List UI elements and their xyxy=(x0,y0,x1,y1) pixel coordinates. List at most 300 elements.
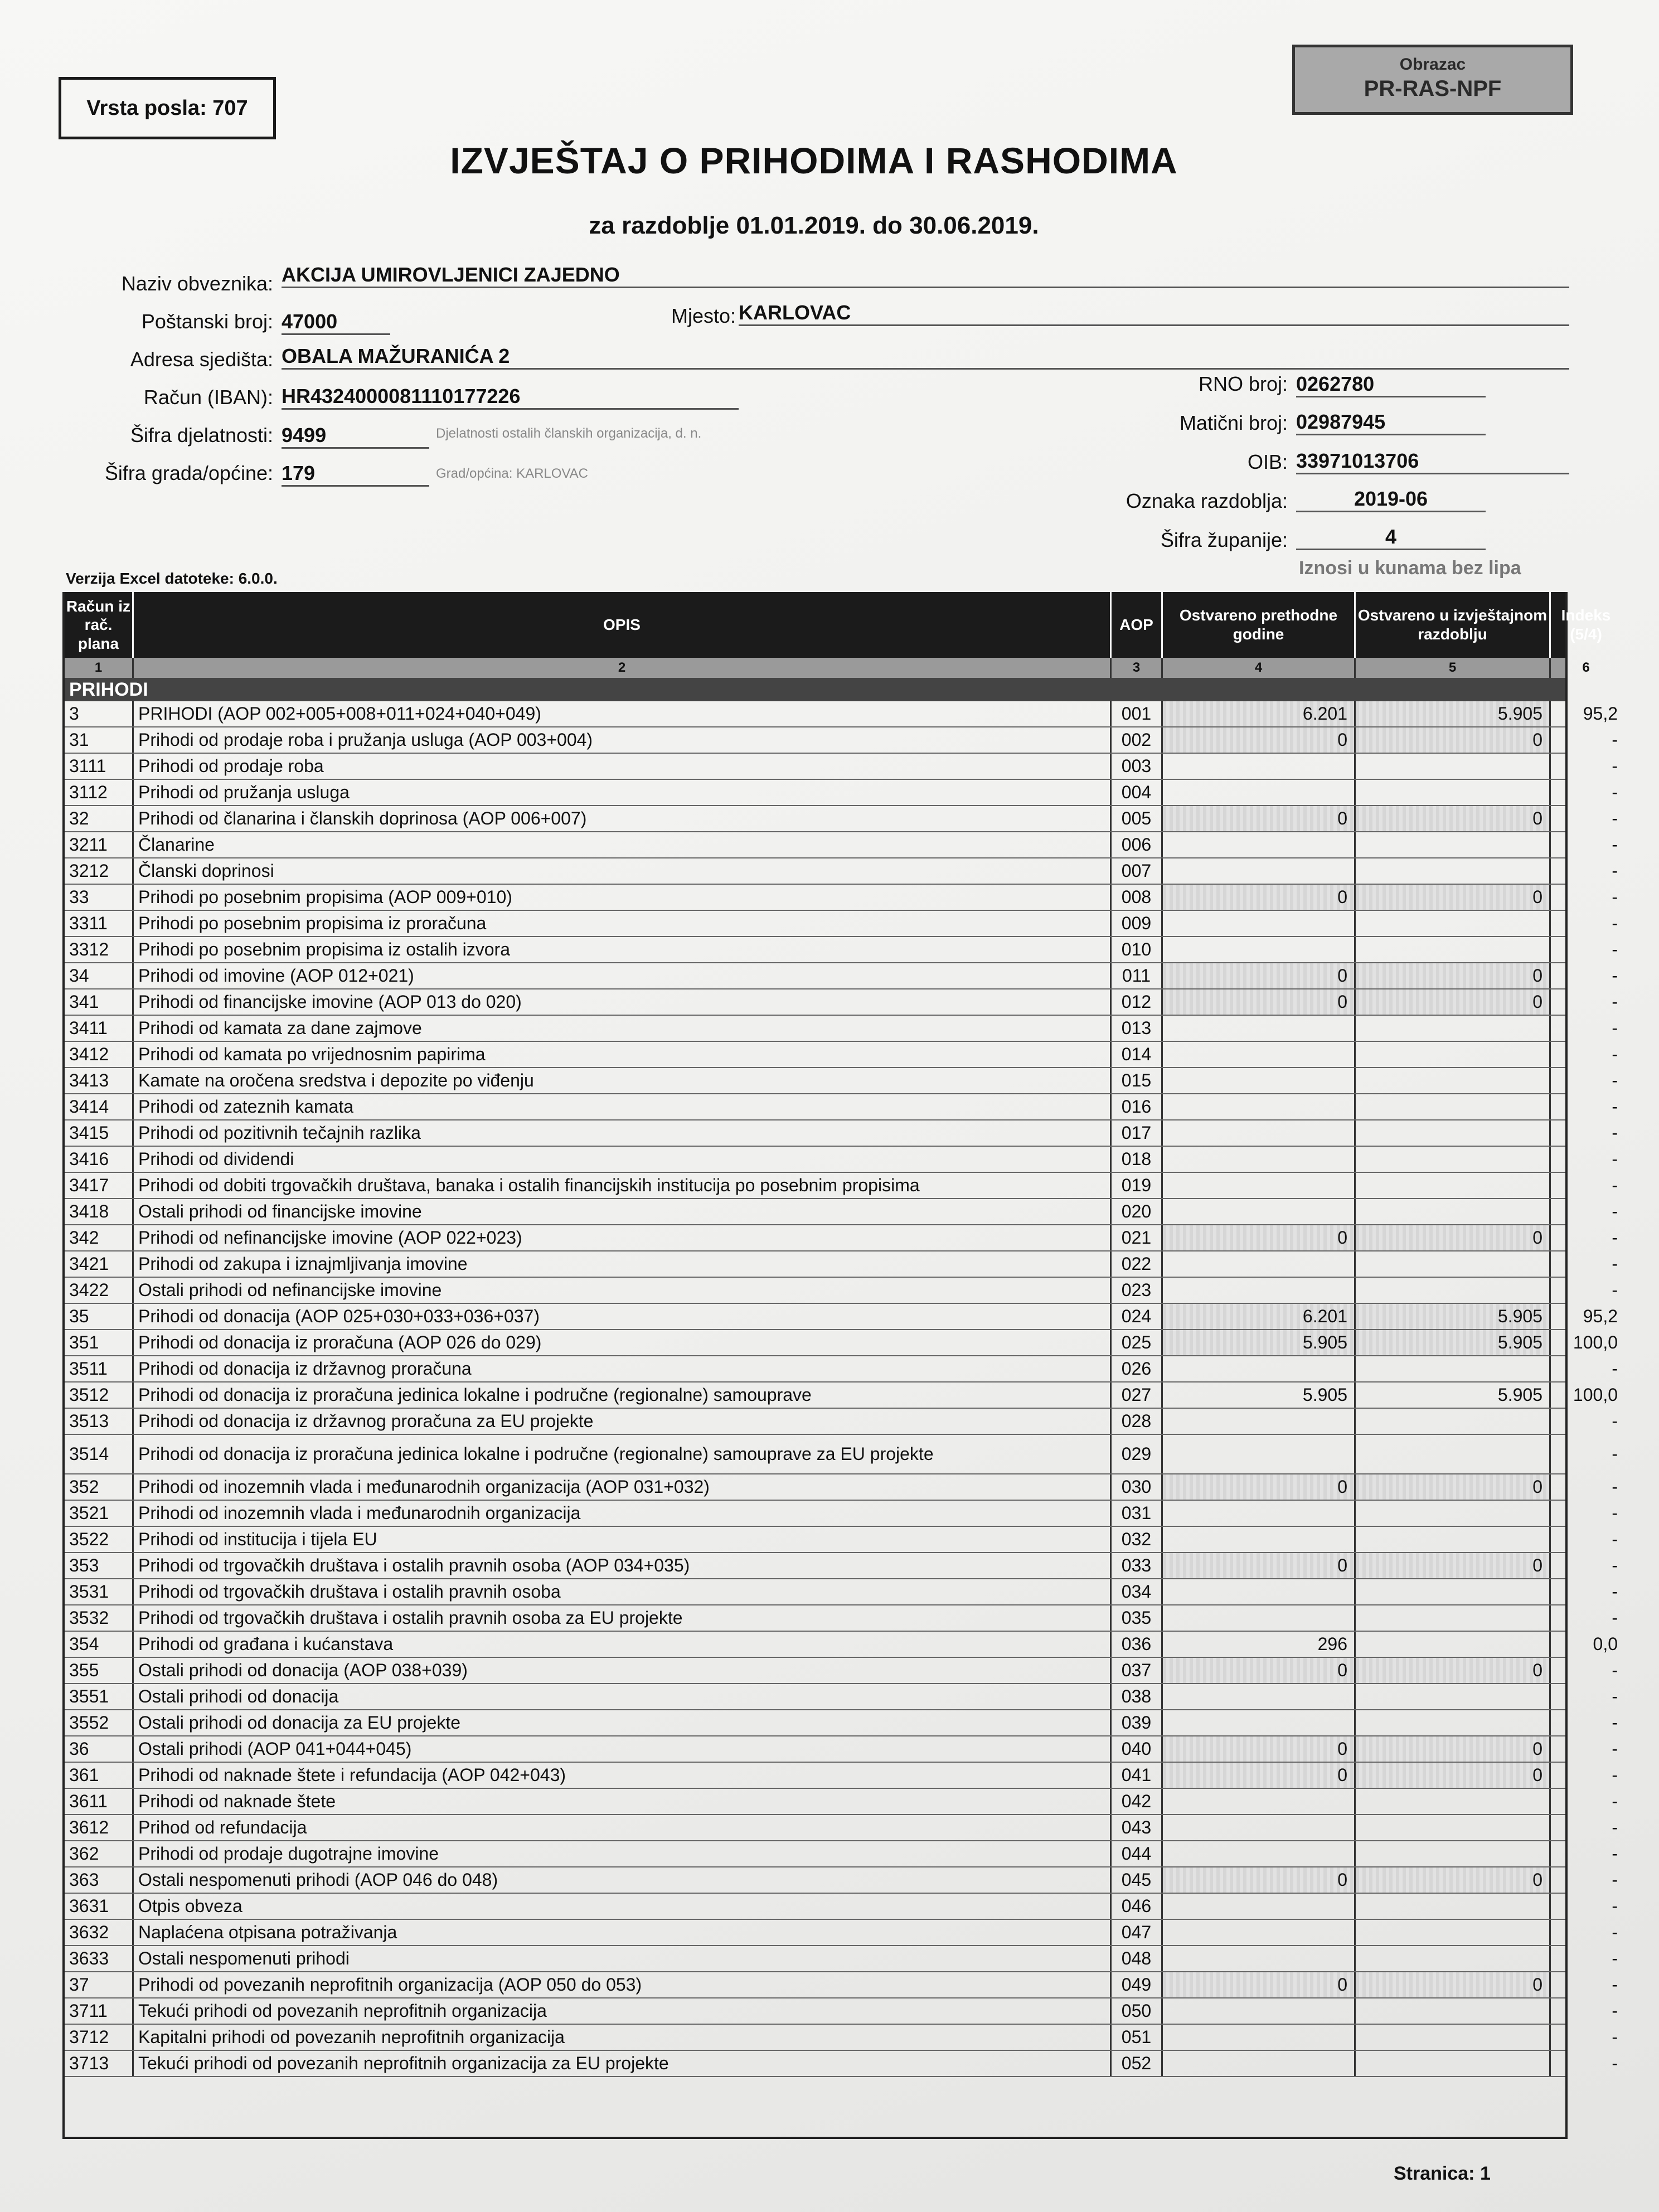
row-izvjestajno-value xyxy=(1356,2051,1551,2076)
row-racun: 3413 xyxy=(65,1068,134,1093)
rno-value: 0262780 xyxy=(1296,372,1486,397)
table-row xyxy=(65,2051,1618,2077)
table-row xyxy=(65,1605,1618,1632)
row-aop: 052 xyxy=(1112,2051,1163,2076)
table-row xyxy=(65,1658,1618,1684)
row-prethodne-value: 0 xyxy=(1163,885,1356,910)
row-racun: 351 xyxy=(65,1330,134,1355)
row-aop: 031 xyxy=(1112,1501,1163,1526)
row-indeks: - xyxy=(1612,1948,1618,1968)
table-row xyxy=(65,1409,1618,1435)
row-indeks: - xyxy=(1612,1660,1618,1680)
row-izvjestajno-value xyxy=(1356,1409,1551,1434)
row-opis: Naplaćena otpisana potraživanja xyxy=(134,1920,1112,1945)
row-izvjestajno-value xyxy=(1356,832,1551,857)
row-izvjestajno-value: 0 xyxy=(1356,885,1551,910)
row-indeks: - xyxy=(1612,939,1618,959)
row-indeks: - xyxy=(1612,1582,1618,1602)
row-opis: Tekući prihodi od povezanih neprofitnih organizacija xyxy=(134,1998,1112,2024)
row-racun: 3551 xyxy=(65,1684,134,1709)
naziv-label: Naziv obveznika: xyxy=(121,272,273,295)
row-indeks: - xyxy=(1612,1359,1618,1379)
table-row xyxy=(65,1278,1618,1304)
row-racun: 3412 xyxy=(65,1042,134,1067)
row-aop: 005 xyxy=(1112,806,1163,831)
racun-value: HR4324000081110177226 xyxy=(282,385,739,410)
row-aop: 035 xyxy=(1112,1605,1163,1631)
row-prethodne-value: 296 xyxy=(1163,1632,1356,1657)
row-racun: 3111 xyxy=(65,754,134,779)
row-aop: 018 xyxy=(1112,1147,1163,1172)
row-prethodne-value xyxy=(1163,1042,1356,1067)
row-aop: 014 xyxy=(1112,1042,1163,1067)
row-opis: Prihodi od prodaje roba i pružanja usluga (AOP 003+004) xyxy=(134,727,1112,753)
row-opis: Prihodi od financijske imovine (AOP 013 do 020) xyxy=(134,989,1112,1015)
row-izvjestajno-value xyxy=(1356,1501,1551,1526)
table-row xyxy=(65,1920,1618,1946)
row-opis: Prihodi od članarina i članskih doprinosa (AOP 006+007) xyxy=(134,806,1112,831)
row-izvjestajno-value xyxy=(1356,1684,1551,1709)
row-prethodne-value: 6.201 xyxy=(1163,701,1356,726)
row-aop: 004 xyxy=(1112,780,1163,805)
row-racun: 37 xyxy=(65,1972,134,1997)
table-row xyxy=(65,1972,1618,1998)
row-aop: 006 xyxy=(1112,832,1163,857)
row-indeks: - xyxy=(1612,1844,1618,1864)
row-racun: 3531 xyxy=(65,1579,134,1604)
rno-label: RNO broj: xyxy=(1198,372,1288,395)
postanski-value: 47000 xyxy=(282,310,390,335)
table-row xyxy=(65,1068,1618,1094)
row-izvjestajno-value: 0 xyxy=(1356,963,1551,988)
row-racun: 353 xyxy=(65,1553,134,1578)
section-prihodi: PRIHODI xyxy=(65,678,1565,701)
colnum-1: 1 xyxy=(65,658,134,678)
row-prethodne-value xyxy=(1163,1684,1356,1709)
row-aop: 009 xyxy=(1112,911,1163,936)
row-aop: 038 xyxy=(1112,1684,1163,1709)
row-aop: 012 xyxy=(1112,989,1163,1015)
row-indeks: - xyxy=(1612,1713,1618,1733)
table-row xyxy=(65,1474,1618,1501)
row-izvjestajno-value xyxy=(1356,1920,1551,1945)
row-indeks: - xyxy=(1612,1896,1618,1916)
row-prethodne-value xyxy=(1163,1435,1356,1473)
row-izvjestajno-value xyxy=(1356,1946,1551,1971)
row-indeks: - xyxy=(1612,1149,1618,1169)
row-racun: 3514 xyxy=(65,1435,134,1473)
table-row xyxy=(65,1304,1618,1330)
row-prethodne-value xyxy=(1163,911,1356,936)
row-opis: Prihodi od dobiti trgovačkih društava, banaka i ostalih financijskih institucija po posebnim propisima xyxy=(134,1173,1112,1198)
header-prethodne: Ostvareno prethodne godine xyxy=(1163,592,1356,658)
row-prethodne-value xyxy=(1163,1946,1356,1971)
row-izvjestajno-value xyxy=(1356,858,1551,884)
row-indeks: - xyxy=(1612,835,1618,855)
row-opis: Prihodi od prodaje roba xyxy=(134,754,1112,779)
row-racun: 3212 xyxy=(65,858,134,884)
verzija-text: Verzija Excel datoteke: 6.0.0. xyxy=(66,570,278,587)
row-opis: Otpis obveza xyxy=(134,1894,1112,1919)
table-row xyxy=(65,727,1618,754)
djelatnost-desc: Djelatnosti ostalih članskih organizacija, d. n. xyxy=(436,426,702,441)
row-aop: 025 xyxy=(1112,1330,1163,1355)
row-indeks: - xyxy=(1612,1503,1618,1523)
row-racun: 3712 xyxy=(65,2025,134,2050)
row-aop: 002 xyxy=(1112,727,1163,753)
row-izvjestajno-value xyxy=(1356,754,1551,779)
row-aop: 013 xyxy=(1112,1016,1163,1041)
row-prethodne-value xyxy=(1163,1356,1356,1381)
row-opis: Prihodi od povezanih neprofitnih organizacija (AOP 050 do 053) xyxy=(134,1972,1112,1997)
table-row xyxy=(65,1736,1618,1763)
row-izvjestajno-value xyxy=(1356,1435,1551,1473)
row-izvjestajno-value xyxy=(1356,1251,1551,1277)
row-opis: Tekući prihodi od povezanih neprofitnih organizacija za EU projekte xyxy=(134,2051,1112,2076)
row-aop: 028 xyxy=(1112,1409,1163,1434)
adresa-label: Adresa sjedišta: xyxy=(130,348,273,371)
table-row xyxy=(65,1016,1618,1042)
table-row xyxy=(65,1579,1618,1605)
row-aop: 049 xyxy=(1112,1972,1163,1997)
row-prethodne-value xyxy=(1163,1094,1356,1119)
row-opis: Kapitalni prihodi od povezanih neprofitnih organizacija xyxy=(134,2025,1112,2050)
row-aop: 044 xyxy=(1112,1841,1163,1866)
row-opis: Prihodi od građana i kućanstava xyxy=(134,1632,1112,1657)
row-izvjestajno-value xyxy=(1356,1579,1551,1604)
row-izvjestajno-value xyxy=(1356,1356,1551,1381)
table-row xyxy=(65,1710,1618,1736)
row-opis: Prihodi od trgovačkih društava i ostalih pravnih osoba xyxy=(134,1579,1112,1604)
header-indeks: Indeks (5/4) xyxy=(1561,607,1611,643)
row-racun: 361 xyxy=(65,1763,134,1788)
column-number-row xyxy=(65,658,1590,678)
table-row xyxy=(65,1815,1618,1841)
row-izvjestajno-value xyxy=(1356,780,1551,805)
colnum-4: 4 xyxy=(1163,658,1356,678)
postanski-label: Poštanski broj: xyxy=(141,310,273,333)
table-row xyxy=(65,1042,1618,1068)
row-opis: Ostali prihodi (AOP 041+044+045) xyxy=(134,1736,1112,1762)
row-opis: Ostali prihodi od donacija (AOP 038+039) xyxy=(134,1658,1112,1683)
row-izvjestajno-value: 0 xyxy=(1356,727,1551,753)
iznosi-note: Iznosi u kunama bez lipa xyxy=(1299,557,1521,579)
row-aop: 020 xyxy=(1112,1199,1163,1224)
row-aop: 040 xyxy=(1112,1736,1163,1762)
table-row xyxy=(65,1527,1618,1553)
naziv-value: AKCIJA UMIROVLJENICI ZAJEDNO xyxy=(282,263,1569,288)
row-prethodne-value xyxy=(1163,1251,1356,1277)
row-opis: Prihodi od kamata po vrijednosnim papirima xyxy=(134,1042,1112,1067)
row-opis: Ostali prihodi od nefinancijske imovine xyxy=(134,1278,1112,1303)
table-row xyxy=(65,1894,1618,1920)
row-racun: 3411 xyxy=(65,1016,134,1041)
row-opis: Prihodi od imovine (AOP 012+021) xyxy=(134,963,1112,988)
sifra-grada-value: 179 xyxy=(282,462,429,487)
row-opis: Prihodi od nefinancijske imovine (AOP 022+023) xyxy=(134,1225,1112,1250)
row-racun: 3312 xyxy=(65,937,134,962)
table-row xyxy=(65,1501,1618,1527)
row-racun: 3415 xyxy=(65,1120,134,1146)
row-prethodne-value xyxy=(1163,1894,1356,1919)
row-izvjestajno-value xyxy=(1356,1042,1551,1067)
row-prethodne-value: 0 xyxy=(1163,963,1356,988)
row-indeks: - xyxy=(1612,861,1618,881)
row-prethodne-value xyxy=(1163,1815,1356,1840)
row-racun: 3711 xyxy=(65,1998,134,2024)
row-opis: Prihodi od pružanja usluga xyxy=(134,780,1112,805)
row-izvjestajno-value: 5.905 xyxy=(1356,1304,1551,1329)
row-racun: 362 xyxy=(65,1841,134,1866)
row-racun: 3522 xyxy=(65,1527,134,1552)
row-opis: Članski doprinosi xyxy=(134,858,1112,884)
row-izvjestajno-value xyxy=(1356,1632,1551,1657)
row-prethodne-value xyxy=(1163,858,1356,884)
row-izvjestajno-value xyxy=(1356,1016,1551,1041)
row-aop: 010 xyxy=(1112,937,1163,962)
row-aop: 048 xyxy=(1112,1946,1163,1971)
row-prethodne-value: 0 xyxy=(1163,1553,1356,1578)
row-indeks: - xyxy=(1612,1686,1618,1706)
row-izvjestajno-value: 0 xyxy=(1356,989,1551,1015)
row-aop: 026 xyxy=(1112,1356,1163,1381)
row-indeks: - xyxy=(1612,1444,1618,1464)
colnum-5: 5 xyxy=(1356,658,1551,678)
table-row xyxy=(65,754,1618,780)
row-racun: 354 xyxy=(65,1632,134,1657)
sifra-zupanije-label: Šifra županije: xyxy=(1160,528,1288,551)
row-izvjestajno-value xyxy=(1356,1998,1551,2024)
row-izvjestajno-value xyxy=(1356,1120,1551,1146)
row-indeks: - xyxy=(1612,1097,1618,1117)
row-opis: Ostali prihodi od donacija za EU projekte xyxy=(134,1710,1112,1735)
row-aop: 015 xyxy=(1112,1068,1163,1093)
row-indeks: - xyxy=(1612,782,1618,802)
row-prethodne-value xyxy=(1163,1841,1356,1866)
row-izvjestajno-value: 0 xyxy=(1356,1658,1551,1683)
row-opis: Ostali prihodi od financijske imovine xyxy=(134,1199,1112,1224)
row-izvjestajno-value: 0 xyxy=(1356,1867,1551,1893)
row-racun: 3112 xyxy=(65,780,134,805)
table-row xyxy=(65,1251,1618,1278)
row-prethodne-value: 0 xyxy=(1163,1225,1356,1250)
table-row xyxy=(65,1173,1618,1199)
row-indeks: - xyxy=(1612,1070,1618,1090)
row-opis: Prihodi od donacija (AOP 025+030+033+036+037) xyxy=(134,1304,1112,1329)
row-racun: 3414 xyxy=(65,1094,134,1119)
row-prethodne-value xyxy=(1163,1147,1356,1172)
row-aop: 030 xyxy=(1112,1474,1163,1500)
row-opis: Prihodi od inozemnih vlada i međunarodnih organizacija xyxy=(134,1501,1112,1526)
row-prethodne-value: 0 xyxy=(1163,1763,1356,1788)
oib-value: 33971013706 xyxy=(1296,449,1569,474)
row-opis: Prihod od refundacija xyxy=(134,1815,1112,1840)
row-prethodne-value xyxy=(1163,1579,1356,1604)
row-indeks: - xyxy=(1612,1791,1618,1811)
row-opis: Prihodi od naknade štete i refundacija (AOP 042+043) xyxy=(134,1763,1112,1788)
row-aop: 017 xyxy=(1112,1120,1163,1146)
row-prethodne-value xyxy=(1163,1501,1356,1526)
row-racun: 33 xyxy=(65,885,134,910)
row-izvjestajno-value xyxy=(1356,2025,1551,2050)
table-row xyxy=(65,1147,1618,1173)
row-aop: 032 xyxy=(1112,1527,1163,1552)
page-number: Stranica: 1 xyxy=(1394,2163,1491,2184)
row-prethodne-value xyxy=(1163,1789,1356,1814)
table-row xyxy=(65,858,1618,885)
row-izvjestajno-value: 0 xyxy=(1356,1972,1551,1997)
row-opis: Prihodi od trgovačkih društava i ostalih pravnih osoba za EU projekte xyxy=(134,1605,1112,1631)
racun-label: Račun (IBAN): xyxy=(143,386,273,409)
row-racun: 342 xyxy=(65,1225,134,1250)
row-indeks: - xyxy=(1612,1765,1618,1785)
table-row xyxy=(65,989,1618,1016)
table-row xyxy=(65,780,1618,806)
report-title: IZVJEŠTAJ O PRIHODIMA I RASHODIMA xyxy=(450,140,1178,181)
row-opis: Prihodi od dividendi xyxy=(134,1147,1112,1172)
row-indeks: - xyxy=(1612,1280,1618,1300)
row-racun: 3512 xyxy=(65,1382,134,1408)
row-prethodne-value: 0 xyxy=(1163,1867,1356,1893)
row-prethodne-value xyxy=(1163,754,1356,779)
report-period: za razdoblje 01.01.2019. do 30.06.2019. xyxy=(589,212,1039,239)
row-prethodne-value xyxy=(1163,2025,1356,2050)
header-opis: OPIS xyxy=(134,592,1112,658)
row-prethodne-value: 0 xyxy=(1163,806,1356,831)
row-izvjestajno-value xyxy=(1356,1199,1551,1224)
table-row xyxy=(65,1120,1618,1147)
row-prethodne-value: 0 xyxy=(1163,1658,1356,1683)
row-izvjestajno-value xyxy=(1356,1147,1551,1172)
sifra-djelatnosti-value: 9499 xyxy=(282,424,429,449)
row-indeks: - xyxy=(1612,1529,1618,1549)
row-aop: 033 xyxy=(1112,1553,1163,1578)
row-aop: 019 xyxy=(1112,1173,1163,1198)
row-racun: 35 xyxy=(65,1304,134,1329)
sifra-grada-label: Šifra grada/općine: xyxy=(104,462,273,484)
row-aop: 045 xyxy=(1112,1867,1163,1893)
row-aop: 036 xyxy=(1112,1632,1163,1657)
row-prethodne-value xyxy=(1163,2051,1356,2076)
row-aop: 021 xyxy=(1112,1225,1163,1250)
obrazac-code: PR-RAS-NPF xyxy=(1364,76,1502,101)
row-opis: Prihodi od zateznih kamata xyxy=(134,1094,1112,1119)
row-aop: 050 xyxy=(1112,1998,1163,2024)
row-racun: 363 xyxy=(65,1867,134,1893)
row-prethodne-value xyxy=(1163,832,1356,857)
row-opis: Prihodi od donacija iz proračuna jedinica lokalne i područne (regionalne) samouprave za EU projekte xyxy=(134,1435,1112,1473)
row-racun: 3713 xyxy=(65,2051,134,2076)
table-row xyxy=(65,1841,1618,1867)
row-indeks: - xyxy=(1612,1870,1618,1890)
maticni-label: Matični broj: xyxy=(1179,411,1288,434)
row-opis: Ostali nespomenuti prihodi xyxy=(134,1946,1112,1971)
table-header xyxy=(65,592,1611,658)
row-izvjestajno-value: 0 xyxy=(1356,1763,1551,1788)
vrsta-posla-text: Vrsta posla: 707 xyxy=(86,96,248,120)
row-racun: 3416 xyxy=(65,1147,134,1172)
table-row xyxy=(65,1382,1618,1409)
row-prethodne-value xyxy=(1163,937,1356,962)
row-prethodne-value xyxy=(1163,1710,1356,1735)
row-racun: 3422 xyxy=(65,1278,134,1303)
table-row xyxy=(65,1632,1618,1658)
row-izvjestajno-value xyxy=(1356,1815,1551,1840)
row-izvjestajno-value xyxy=(1356,1068,1551,1093)
row-aop: 003 xyxy=(1112,754,1163,779)
row-prethodne-value xyxy=(1163,1173,1356,1198)
row-opis: Prihodi od donacija iz proračuna jedinica lokalne i područne (regionalne) samouprave xyxy=(134,1382,1112,1408)
row-prethodne-value: 5.905 xyxy=(1163,1382,1356,1408)
maticni-value: 02987945 xyxy=(1296,410,1486,435)
row-racun: 36 xyxy=(65,1736,134,1762)
row-indeks: - xyxy=(1612,913,1618,933)
row-indeks: - xyxy=(1612,808,1618,828)
row-opis: Prihodi od zakupa i iznajmljivanja imovine xyxy=(134,1251,1112,1277)
table-row xyxy=(65,963,1618,989)
row-indeks: - xyxy=(1612,1175,1618,1195)
row-aop: 042 xyxy=(1112,1789,1163,1814)
table-row xyxy=(65,1867,1618,1894)
adresa-value: OBALA MAŽURANIĆA 2 xyxy=(282,345,1569,370)
row-racun: 352 xyxy=(65,1474,134,1500)
table-row xyxy=(65,1199,1618,1225)
row-opis: Prihodi od institucija i tijela EU xyxy=(134,1527,1112,1552)
row-aop: 008 xyxy=(1112,885,1163,910)
row-racun: 3417 xyxy=(65,1173,134,1198)
row-aop: 001 xyxy=(1112,701,1163,726)
row-indeks: 100,0 xyxy=(1573,1385,1618,1405)
row-racun: 3513 xyxy=(65,1409,134,1434)
row-indeks: - xyxy=(1612,887,1618,907)
row-aop: 047 xyxy=(1112,1920,1163,1945)
row-indeks: - xyxy=(1612,756,1618,776)
row-indeks: 95,2 xyxy=(1583,1306,1618,1326)
row-prethodne-value: 0 xyxy=(1163,1972,1356,1997)
table-row xyxy=(65,885,1618,911)
oznaka-razdoblja-label: Oznaka razdoblja: xyxy=(1126,489,1288,512)
row-indeks: - xyxy=(1612,2001,1618,2021)
row-racun: 355 xyxy=(65,1658,134,1683)
row-indeks: - xyxy=(1612,730,1618,750)
oznaka-razdoblja-value: 2019-06 xyxy=(1296,487,1486,512)
row-aop: 016 xyxy=(1112,1094,1163,1119)
row-prethodne-value: 5.905 xyxy=(1163,1330,1356,1355)
table-row xyxy=(65,2025,1618,2051)
mjesto-label: Mjesto: xyxy=(671,304,736,327)
mjesto-value: KARLOVAC xyxy=(739,301,1569,326)
row-aop: 027 xyxy=(1112,1382,1163,1408)
row-aop: 029 xyxy=(1112,1435,1163,1473)
row-indeks: - xyxy=(1612,992,1618,1012)
row-prethodne-value xyxy=(1163,1120,1356,1146)
row-izvjestajno-value xyxy=(1356,937,1551,962)
sifra-djelatnosti-label: Šifra djelatnosti: xyxy=(130,424,273,447)
row-aop: 034 xyxy=(1112,1579,1163,1604)
row-indeks: - xyxy=(1612,2027,1618,2047)
row-opis: Prihodi od inozemnih vlada i međunarodnih organizacija (AOP 031+032) xyxy=(134,1474,1112,1500)
row-indeks: - xyxy=(1612,1555,1618,1575)
row-opis: Prihodi od pozitivnih tečajnih razlika xyxy=(134,1120,1112,1146)
row-racun: 3611 xyxy=(65,1789,134,1814)
row-racun: 3421 xyxy=(65,1251,134,1277)
row-aop: 022 xyxy=(1112,1251,1163,1277)
row-prethodne-value xyxy=(1163,1998,1356,2024)
row-indeks: 100,0 xyxy=(1573,1332,1618,1352)
row-izvjestajno-value: 0 xyxy=(1356,1225,1551,1250)
row-opis: Prihodi od prodaje dugotrajne imovine xyxy=(134,1841,1112,1866)
sifra-zupanije-value: 4 xyxy=(1296,525,1486,550)
